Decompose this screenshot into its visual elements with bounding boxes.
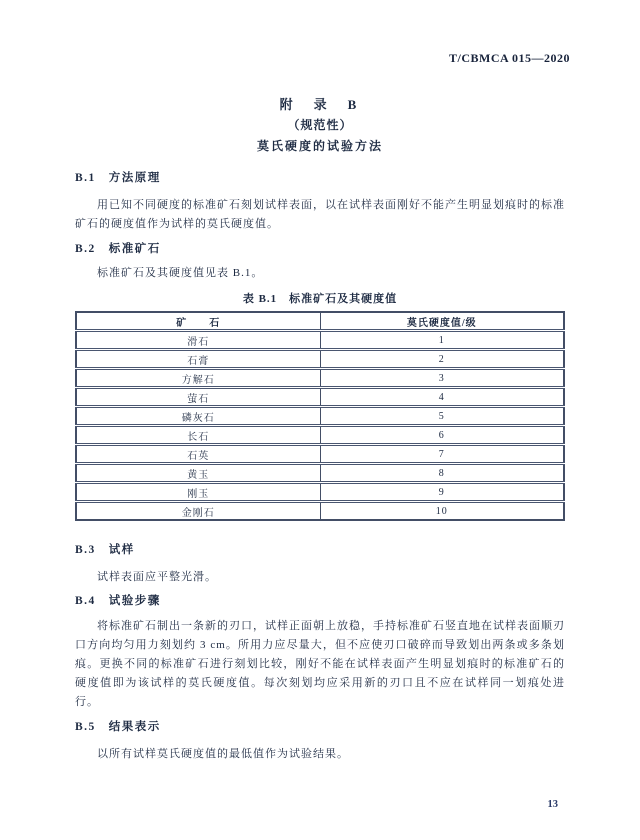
section-b4 [75, 594, 565, 712]
section-b1-heading: B.1 方法原理 [75, 172, 161, 184]
section-b5-body: 以所有试样莫氏硬度值的最低值作为试验结果。 [97, 748, 349, 760]
section-b1-body: 用已知不同硬度的标准矿石刻划试样表面，以在试样表面刚好不能产生明显划痕时的标准矿石的硬度值作为试样的莫氏硬度值。 [75, 199, 565, 230]
table-row [76, 350, 564, 369]
table-row [76, 331, 564, 350]
mineral-name: 石英 [76, 445, 320, 464]
table-row [76, 464, 564, 483]
mineral-name: 黄玉 [76, 464, 320, 483]
section-b1 [75, 171, 565, 234]
section-b2-heading: B.2 标准矿石 [75, 243, 161, 255]
hardness-value: 5 [320, 407, 564, 426]
mineral-name: 石膏 [76, 350, 320, 369]
section-b5 [75, 720, 565, 764]
mineral-name: 滑石 [76, 331, 320, 350]
col-header-hardness: 莫氏硬度值/级 [320, 312, 564, 331]
table-row [76, 483, 564, 502]
hardness-value: 9 [320, 483, 564, 502]
hardness-value: 6 [320, 426, 564, 445]
hardness-table [75, 311, 565, 521]
appendix-label: 附 录 B [279, 97, 361, 112]
hardness-value: 4 [320, 388, 564, 407]
mineral-name: 金刚石 [76, 502, 320, 521]
table-row [76, 407, 564, 426]
standard-number: T/CBMCA 015—2020 [448, 51, 570, 65]
hardness-value: 2 [320, 350, 564, 369]
mineral-name: 刚玉 [76, 483, 320, 502]
section-b2-body: 标准矿石及其硬度值见表 B.1。 [97, 267, 264, 279]
mineral-name: 方解石 [76, 369, 320, 388]
mineral-name: 磷灰石 [76, 407, 320, 426]
hardness-value: 3 [320, 369, 564, 388]
section-b4-body: 将标准矿石制出一条新的刃口，试样正面朝上放稳，手持标准矿石竖直地在试样表面顺刃口方向均匀用力刻划约 3 cm。所用力应尽量大，但不应使刃口破碎而导致划出两条或多条划痕。更换不同的标准矿石进行刻划比较，刚好不能在试样表面产生明显划痕时的标准矿石的硬度值即为该试样的莫氏硬度值。每次刻划均应采用新的刃口且不应在试样同一划痕处进行。 [75, 620, 565, 708]
section-b3 [75, 543, 565, 587]
section-b4-heading: B.4 试验步骤 [75, 595, 161, 607]
section-b3-body: 试样表面应平整光滑。 [97, 571, 217, 583]
table-row [76, 388, 564, 407]
mineral-name: 长石 [76, 426, 320, 445]
appendix-subject: 莫氏硬度的试验方法 [256, 139, 383, 153]
hardness-value: 1 [320, 331, 564, 350]
mineral-name: 萤石 [76, 388, 320, 407]
table-row [76, 369, 564, 388]
table-header-row [76, 312, 564, 331]
table-row [76, 426, 564, 445]
page-number: 13 [547, 799, 558, 810]
table-row [76, 502, 564, 521]
appendix-normative-label: （规范性） [287, 118, 353, 132]
section-b3-heading: B.3 试样 [75, 544, 135, 556]
table-caption: 表 B.1 标准矿石及其硬度值 [242, 293, 398, 305]
hardness-value: 8 [320, 464, 564, 483]
hardness-value: 7 [320, 445, 564, 464]
hardness-value: 10 [320, 502, 564, 521]
section-b2 [75, 242, 565, 283]
col-header-mineral: 矿 石 [76, 312, 320, 331]
table-row [76, 445, 564, 464]
section-b5-heading: B.5 结果表示 [75, 721, 161, 733]
appendix-title-block [75, 96, 565, 154]
